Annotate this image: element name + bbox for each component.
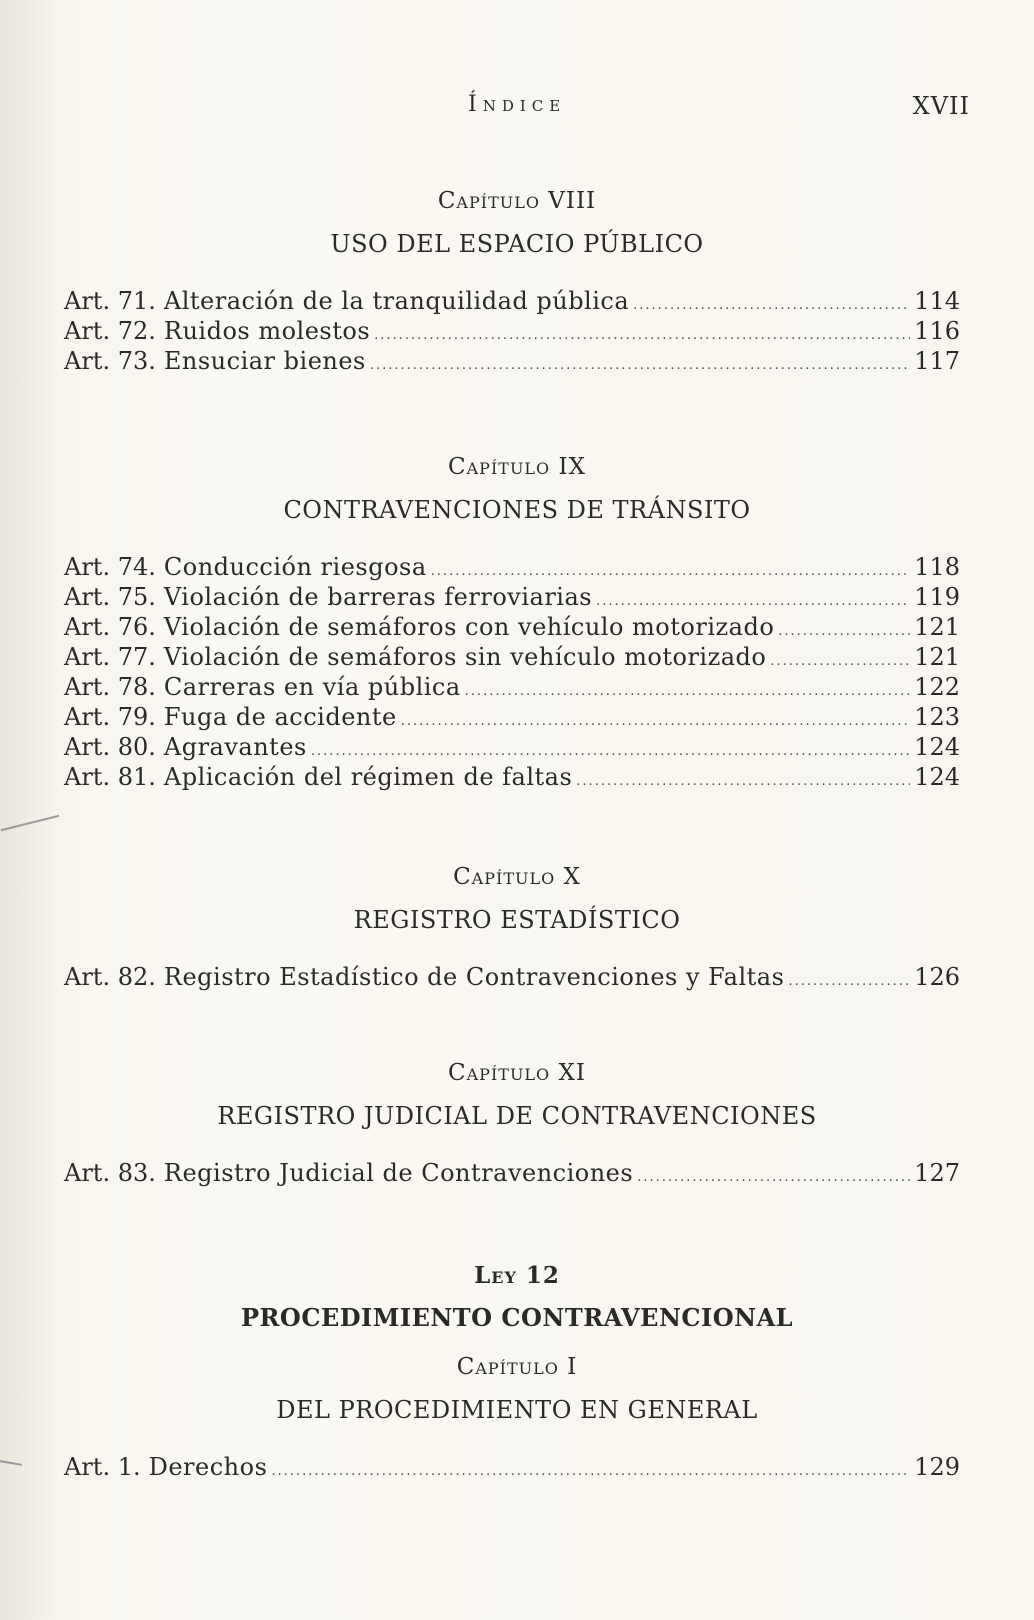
toc-entry[interactable] — [0, 1158, 1034, 1188]
toc-entry[interactable] — [0, 962, 1034, 992]
page-ref: 121 — [914, 643, 960, 671]
chapter-label: Capítulo XI — [448, 1060, 586, 1086]
chapter-section-x — [0, 864, 1034, 992]
chapter-section-ix — [0, 454, 1034, 792]
chapter-section-xi — [0, 1060, 1034, 1188]
chapter-label: Capítulo I — [456, 1354, 578, 1380]
toc-entry[interactable] — [0, 552, 1034, 582]
toc-entry[interactable] — [0, 672, 1034, 702]
toc-entry[interactable] — [0, 1452, 1034, 1482]
article-number: Art. 83. — [64, 1159, 156, 1187]
article-number: Art. 76. — [64, 613, 156, 641]
index-heading: Índice — [468, 92, 567, 117]
article-title: Registro Judicial de Contravenciones — [163, 1159, 634, 1187]
article-title: Agravantes — [163, 733, 307, 761]
entry-list — [0, 1452, 1034, 1482]
leader-dots — [465, 677, 910, 707]
page-ref: 123 — [914, 703, 960, 731]
article-number: Art. 79. — [64, 703, 156, 731]
scan-mark — [1, 815, 60, 831]
leader-dots — [633, 291, 910, 321]
toc-entry[interactable] — [0, 582, 1034, 612]
page-header — [0, 88, 1034, 128]
leader-dots — [271, 1457, 910, 1487]
article-number: Art. 72. — [64, 317, 156, 345]
leader-dots — [576, 767, 910, 797]
chapter-label: Capítulo IX — [448, 454, 586, 480]
page-ref: 121 — [914, 613, 960, 641]
article-title: Violación de semáforos sin vehículo motorizado — [163, 643, 767, 671]
chapter-label: Capítulo VIII — [437, 188, 597, 214]
article-title: Violación de barreras ferroviarias — [163, 583, 593, 611]
page-ref: 127 — [914, 1159, 960, 1187]
article-number: Art. 81. — [64, 763, 156, 791]
leader-dots — [778, 617, 910, 647]
article-title: Violación de semáforos con vehículo motorizado — [163, 613, 775, 641]
entry-list — [0, 286, 1034, 376]
entry-list — [0, 1158, 1034, 1188]
toc-entry[interactable] — [0, 286, 1034, 316]
page-ref: 116 — [914, 317, 960, 345]
article-number: Art. 77. — [64, 643, 156, 671]
article-title: Fuga de accidente — [163, 703, 397, 731]
toc-entry[interactable] — [0, 702, 1034, 732]
chapter-title: USO DEL ESPACIO PÚBLICO — [330, 230, 704, 258]
article-title: Alteración de la tranquilidad pública — [163, 287, 630, 315]
page-ref: 117 — [914, 347, 960, 375]
article-number: Art. 1. — [64, 1453, 141, 1481]
article-number: Art. 75. — [64, 583, 156, 611]
leader-dots — [788, 967, 910, 997]
toc-entry[interactable] — [0, 762, 1034, 792]
page-ref: 122 — [914, 673, 960, 701]
chapter-section-viii — [0, 188, 1034, 376]
article-number: Art. 74. — [64, 553, 156, 581]
article-title: Carreras en vía pública — [163, 673, 461, 701]
law-title: PROCEDIMIENTO CONTRAVENCIONAL — [240, 1303, 794, 1332]
page-ref: 118 — [914, 553, 960, 581]
article-number: Art. 78. — [64, 673, 156, 701]
page-ref: 129 — [914, 1453, 960, 1481]
article-title: Ensuciar bienes — [163, 347, 366, 375]
article-title: Derechos — [148, 1453, 268, 1481]
leader-dots — [637, 1163, 910, 1193]
toc-entry[interactable] — [0, 346, 1034, 376]
leader-dots — [374, 321, 910, 351]
article-title: Aplicación del régimen de faltas — [163, 763, 573, 791]
law-section — [0, 1262, 1034, 1482]
entry-list — [0, 552, 1034, 792]
law-label: Ley 12 — [474, 1262, 560, 1289]
toc-entry[interactable] — [0, 612, 1034, 642]
leader-dots — [401, 707, 910, 737]
article-number: Art. 82. — [64, 963, 156, 991]
article-number: Art. 73. — [64, 347, 156, 375]
chapter-title: REGISTRO ESTADÍSTICO — [353, 906, 681, 934]
page-ref: 119 — [914, 583, 960, 611]
chapter-title: DEL PROCEDIMIENTO EN GENERAL — [276, 1396, 758, 1424]
entry-list — [0, 962, 1034, 992]
article-number: Art. 80. — [64, 733, 156, 761]
chapter-title: REGISTRO JUDICIAL DE CONTRAVENCIONES — [217, 1102, 817, 1130]
article-title: Conducción riesgosa — [163, 553, 427, 581]
page-number: XVII — [912, 92, 970, 120]
chapter-title: CONTRAVENCIONES DE TRÁNSITO — [283, 496, 751, 524]
leader-dots — [370, 351, 910, 381]
leader-dots — [770, 647, 910, 677]
page-ref: 114 — [914, 287, 960, 315]
toc-entry[interactable] — [0, 732, 1034, 762]
article-title: Registro Estadístico de Contravenciones y Faltas — [163, 963, 785, 991]
page-ref: 126 — [914, 963, 960, 991]
page-ref: 124 — [914, 733, 960, 761]
page-ref: 124 — [914, 763, 960, 791]
chapter-label: Capítulo X — [453, 864, 581, 890]
toc-entry[interactable] — [0, 316, 1034, 346]
article-number: Art. 71. — [64, 287, 156, 315]
toc-entry[interactable] — [0, 642, 1034, 672]
article-title: Ruidos molestos — [163, 317, 371, 345]
